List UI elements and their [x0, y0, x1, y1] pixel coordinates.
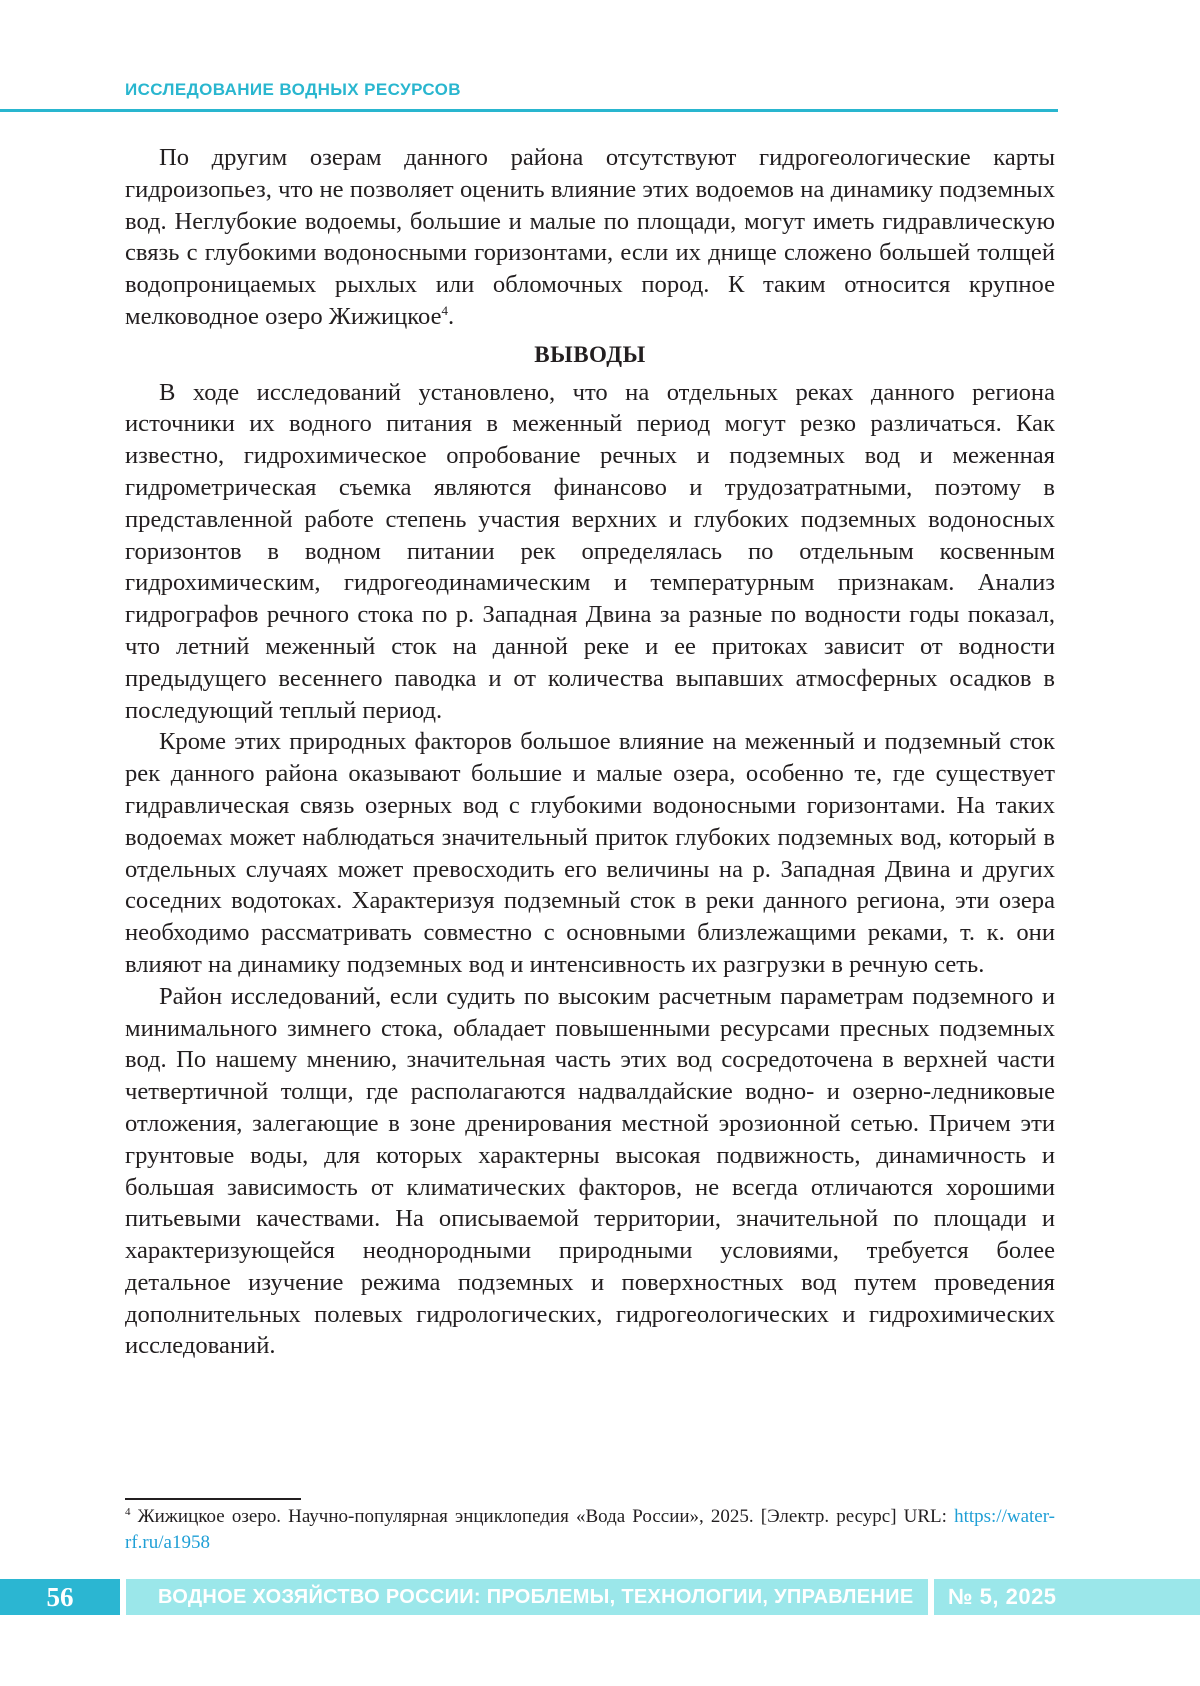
footer-page-number: 56: [0, 1579, 120, 1615]
footer-separator: [120, 1579, 126, 1615]
running-head-section-title: ИССЛЕДОВАНИЕ ВОДНЫХ РЕСУРСОВ: [125, 80, 461, 99]
footnote-url-link[interactable]: https://water-rf.ru/a1958: [125, 1506, 1055, 1553]
footer-separator: [928, 1579, 934, 1615]
footnote-number: 4: [125, 1506, 131, 1518]
header-rule: [0, 109, 1058, 112]
paragraph-1: [125, 142, 1055, 333]
footnote-rule: [125, 1498, 301, 1500]
footnote-ref-4[interactable]: 4: [441, 302, 449, 318]
footer-journal-title: ВОДНОЕ ХОЗЯЙСТВО РОССИИ: ПРОБЛЕМЫ, ТЕХНОЛОГИИ, УПРАВЛЕНИЕ: [158, 1586, 914, 1608]
footnote: [125, 1504, 1055, 1556]
paragraph-1-end: .: [448, 302, 455, 330]
paragraph-1-text: По другим озерам данного района отсутствуют гидрогеологические карты гидроизопьез, что не позволяет оценить влияние этих водоемов на динамику подземных вод. Неглубокие водоемы, большие и малые по площади, могут иметь гидравлическую связь с глубокими водоносными горизонтами, если их днище сложено большей толщей водопроницаемых рыхлых или обломочных пород. К таким относится крупное мелководное озеро Жижицкое: [125, 144, 1055, 330]
paragraph-4: Район исследований, если судить по высоким расчетным параметрам подземного и минимального зимнего стока, обладает повышенными ресурсами пресных подземных вод. По нашему мнению, значительная часть этих вод сосредоточена в верхней части четвертичной толщи, где располагаются надвалдайские водно- и озерно-ледниковые отложения, залегающие в зоне дренирования местной эрозионной сетью. Причем эти грунтовые воды, для которых характерны высокая подвижность, динамичность и большая зависимость от климатических факторов, не всегда отличаются хорошими питьевыми качествами. На описываемой территории, значительной по площади и характеризующейся неоднородными природными условиями, требуется более детальное изучение режима подземных и поверхностных вод путем проведения дополнительных полевых гидрологических, гидрогеологических и гидрохимических исследований.: [125, 982, 1055, 1360]
conclusions-heading: ВЫВОДЫ: [534, 341, 646, 367]
paragraph-3: Кроме этих природных факторов большое влияние на меженный и подземный сток рек данного района оказывают большие и малые озера, особенно те, где существует гидравлическая связь озерных вод с глубокими водоносными горизонтами. На таких водоемах может наблюдаться значительный приток глубоких подземных вод, который в отдельных случаях может превосходить его величины на р. Западная Двина и других соседних водотоках. Характеризуя подземный сток в реки данного региона, эти озера необходимо рассматривать совместно с основными близлежащими реками, т. к. они влияют на динамику подземных вод и интенсивность их разгрузки в речную сеть.: [125, 728, 1055, 978]
article-body: [125, 142, 1055, 1362]
footer-issue: № 5, 2025: [948, 1584, 1057, 1609]
footnote-text: Жижицкое озеро. Научно-популярная энциклопедия «Вода России», 2025. [Электр. ресурс] URL:: [130, 1506, 955, 1527]
footer-bar: [0, 1579, 1200, 1615]
paragraph-2: В ходе исследований установлено, что на отдельных реках данного региона источники их водного питания в меженный период могут резко различаться. Как известно, гидрохимическое опробование речных и подземных вод и меженная гидрометрическая съемка являются финансово и трудозатратными, поэтому в представленной работе степень участия верхних и глубоких подземных водоносных горизонтов в водном питании рек определялась по отдельным косвенным гидрохимическим, гидрогеодинамическим и температурным признакам. Анализ гидрографов речного стока по р. Западная Двина за разные по водности годы показал, что летний меженный сток на данной реке и ее притоках зависит от водности предыдущего весеннего паводка и от количества выпавших атмосферных осадков в последующий теплый период.: [125, 378, 1055, 724]
